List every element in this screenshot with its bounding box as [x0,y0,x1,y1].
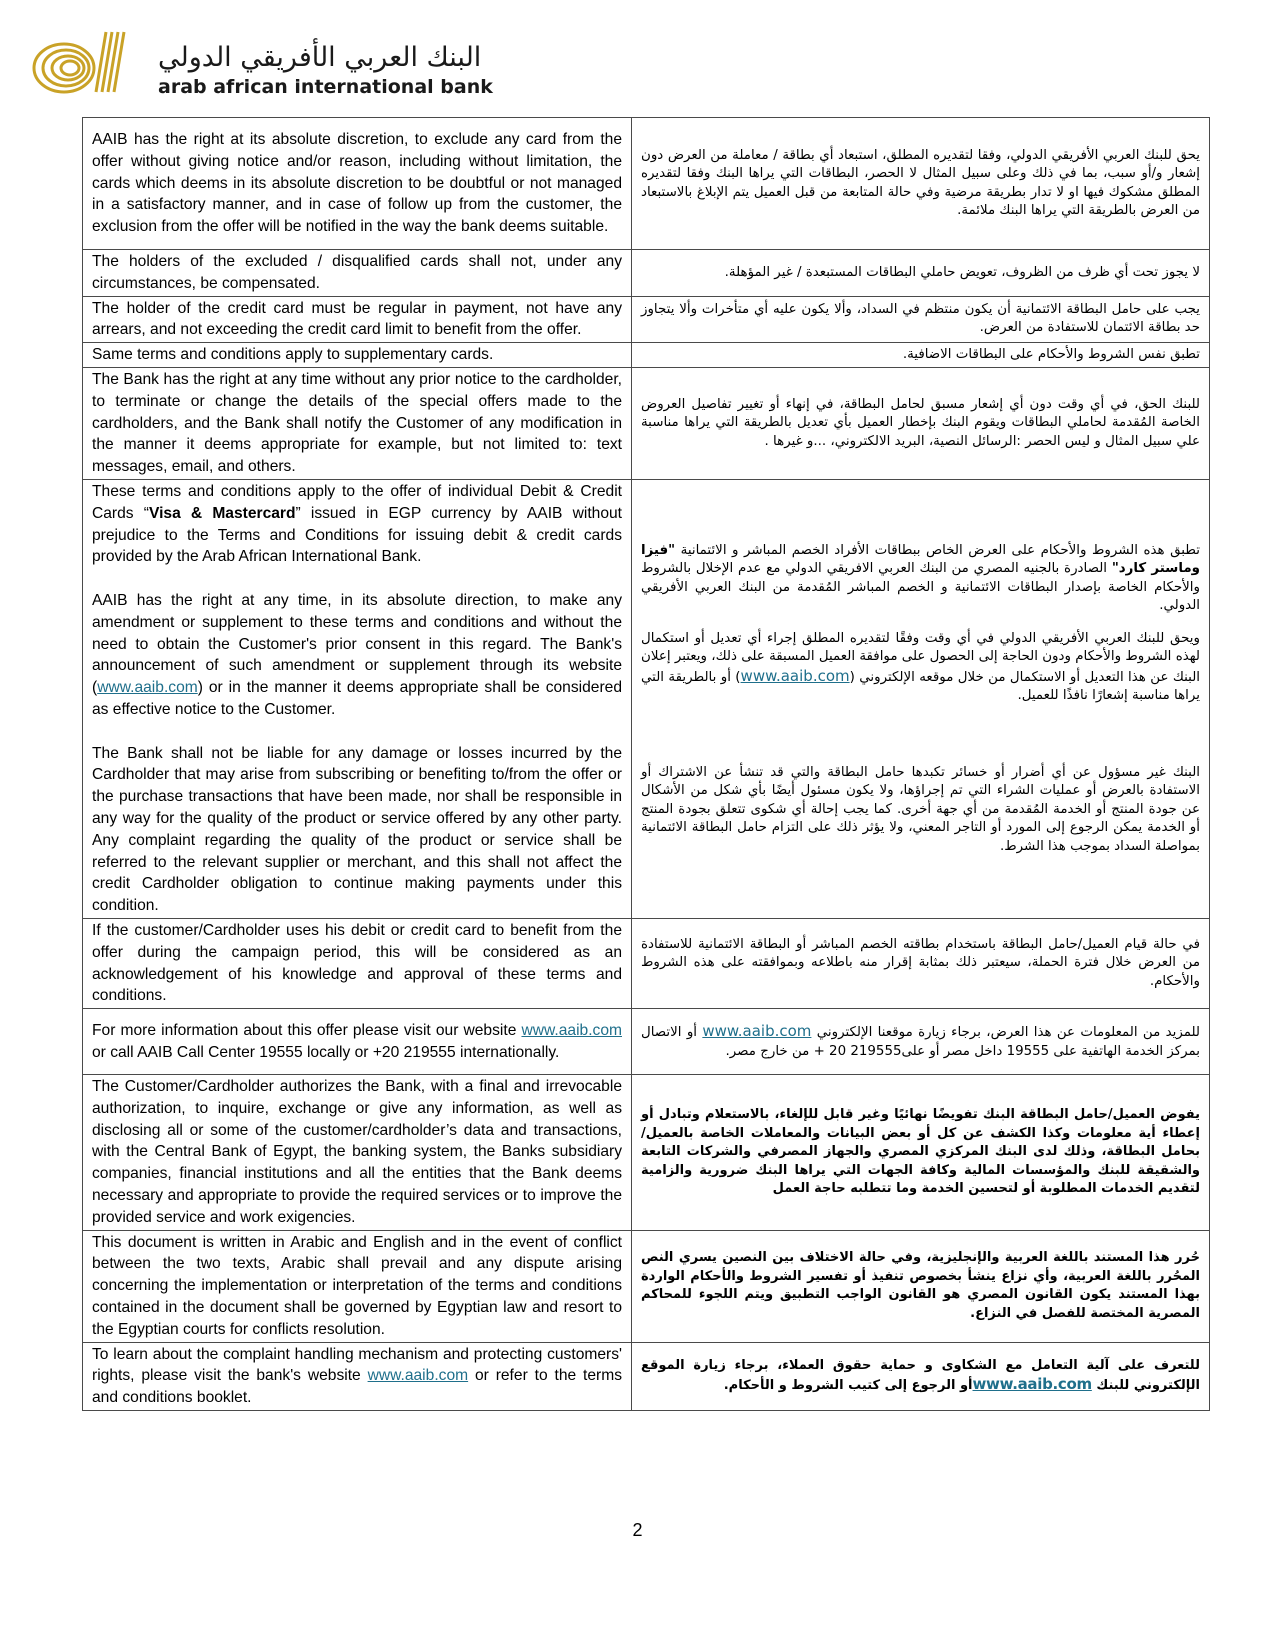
table-row [83,118,1210,250]
website-link[interactable]: www.aaib.com [972,1375,1092,1394]
term-arabic: يحق للبنك العربي الأفريقي الدولي، وفقا لتقديره المطلق، استبعاد أي بطاقة / معاملة من العرض دون إشعار و/أو سبب، بما في ذلك وعلى سبيل المثال لا الحصر، البطاقات التي يراها البنك وفقا لتقديره المطلق مشكوك فيها او لا تدار بطريقة مرضية وفي حالة المتابعة من قبل العميل يتم الإبلاغ بالاستبعاد من العرض بالطريقة التي يراها البنك ملائمة. [632,118,1210,250]
complaints-text: or refer to the terms and conditions booklet. [92,1367,623,1407]
offer-scope-text: ” issued in EGP currency by AAIB without prejudice to the Terms and Conditions for issuing debit & credit cards provided by the Arab African International Bank. [92,504,623,566]
website-link[interactable]: www.aaib.com [521,1021,622,1039]
term-arabic: يفوض العميل/حامل البطاقة البنك تفويضًا نهائيًا وغير قابل للإلغاء، بالاستعلام وتبادل أو إعطاء أية معلومات وكذا الكشف عن كل أو بعض البيانات والمعاملات الخاصة بالعميل/بحامل البطاقة، وذلك لدى البنك المركزي المصري والجهاز المصرفي والشركات التابعة والشقيقة للبنك والمؤسسات المالية وكافة الجهات التي يراها البنك ضرورية والزامية لتقديم الخدمات المطلوبة أو لتحسين الخدمة وما تتطلبه حاجة العمل [632,1075,1210,1231]
contact-text: or call AAIB Call Center 19555 locally or +20 219555 internationally. [92,1043,560,1061]
card-brands-ar: "فيزا وماستر كارد" [641,542,1200,577]
table-row [83,343,1210,368]
term-arabic: في حالة قيام العميل/حامل البطاقة باستخدام بطاقته الخصم المباشر أو البطاقة الائتمانية للاستفادة من العرض خلال فترة الحملة، سيعتبر ذلك بمثابة إقرار منه باطلاعه وبموافقته على هذه الشروط والأحكام. [632,918,1210,1008]
term-english: Same terms and conditions apply to supplementary cards. [83,343,632,368]
page-number: 2 [632,1520,643,1540]
term-arabic: لا يجوز تحت أي ظرف من الظروف، تعويض حاملي البطاقات المستبعدة / غير المؤهلة. [632,250,1210,297]
term-english: The holders of the excluded / disqualified cards shall not, under any circumstances, be compensated. [83,250,632,297]
term-arabic: يجب على حامل البطاقة الائتمانية أن يكون منتظم في السداد، وألا يكون عليه أي متأخرات وألا يتجاوز حد بطاقة الائتمان للاستفادة من العرض. [632,296,1210,343]
complaints-text-ar: للتعرف على آلية التعامل مع الشكاوى و حماية حقوق العملاء، برجاء زيارة الموقع الإلكتروني للبنك [641,1357,1200,1394]
term-arabic [632,1342,1210,1410]
aaib-logo-icon [30,28,130,96]
website-link[interactable]: www.aaib.com [702,1022,812,1041]
term-english: This document is written in Arabic and English and in the event of conflict between the two texts, Arabic shall prevail and any dispute arising concerning the implementation or interpretation of the terms and conditions contained in the document shall be governed by Egyptian law and resort to the Egyptian courts for conflicts resolution. [83,1230,632,1342]
table-row [83,918,1210,1008]
card-brands: Visa & Mastercard [148,504,296,522]
contact-text-ar: أو الاتصال بمركز الخدمة الهاتفية على 19555 داخل مصر أو على219555 20 + من خارج مصر. [641,1025,1200,1059]
term-arabic: حُرر هذا المستند باللغة العربية والإنجليزية، وفي حالة الاختلاف بين النصين يسري النص المحُرر باللغة العربية، وأي نزاع ينشأ بخصوص تنفيذ أو تفسير الشروط والأحكام الواردة بهذا المستند يكون القانون المصري هو القانون الواجب التطبيق ويتم اللجوء للمحاكم المصرية المختصة للفصل في النزاع. [632,1230,1210,1342]
table-row [83,1075,1210,1231]
terms-table [82,117,1210,1411]
term-arabic: للبنك الحق، في أي وقت دون أي إشعار مسبق لحامل البطاقة، في إنهاء أو تغيير تفاصيل العروض الخاصة المُقدمة لحاملي البطاقات ويقوم البنك بإخطار العميل بأي تعديل بالطريقة التي يراها مناسبة علي سبيل المثال و ليس الحصر :الرسائل النصية، البريد الالكتروني، ...و غيرها . [632,367,1210,479]
amendment-text: ) or in the manner it deems appropriate shall be considered as effective notice to the Customer. [92,679,622,718]
website-link[interactable]: www.aaib.com [367,1367,469,1385]
term-english: If the customer/Cardholder uses his debit or credit card to benefit from the offer during the campaign period, this will be considered as an acknowledgement of his knowledge and approval of these terms and conditions. [83,918,632,1008]
term-english: The Bank has the right at any time without any prior notice to the cardholder, to terminate or change the details of the special offers made to the cardholders, and the Bank shall notify the Customer of any modification in the manner it deems appropriate for example, but not limited to: text messages, email, and others. [83,367,632,479]
term-english [83,479,632,918]
table-row [83,1342,1210,1410]
contact-text: For more information about this offer please visit our website [92,1021,522,1039]
amendment-text-ar: ويحق للبنك العربي الأفريقي الدولي في أي وقت وفقًا لتقديره المطلق إجراء أي تعديل أو استكمال لهذه الشروط والأحكام ودون الحاجة إلى الحصول على موافقة العميل المسبقة على ذلك، ويعتبر إعلان البنك عن هذا التعديل أو الاستكمال من خلال موقعه الإلكتروني ( [641,630,1201,685]
term-english: AAIB has the right at its absolute discretion, to exclude any card from the offer without giving notice and/or reason, including without limitation, the cards which deems in its absolute discretion to be doubtful or not managed in a satisfactory manner, and in case of follow up from the customer, the exclusion from the offer will be notified in the way the bank deems suitable. [83,118,632,250]
table-row [83,250,1210,297]
term-arabic: تطبق نفس الشروط والأحكام على البطاقات الاضافية. [632,343,1210,368]
table-row [83,479,1210,918]
bank-name-arabic: البنك العربي الأفريقي الدولي [158,42,482,73]
website-link[interactable]: www.aaib.com [740,666,850,685]
complaints-text-ar: أو الرجوع إلى كتيب الشروط و الأحكام. [723,1378,973,1394]
term-english [83,1342,632,1410]
bank-logo [30,28,493,98]
table-row [83,1009,1210,1075]
bank-name-english: arab african international bank [158,76,493,98]
term-english [83,1009,632,1075]
table-row [83,367,1210,479]
offer-scope-text-ar: تطبق هذه الشروط والأحكام على العرض الخاص ببطاقات الأفراد الخصم المباشر و الائتمانية [675,542,1200,558]
term-arabic [632,1009,1210,1075]
term-arabic [632,479,1210,918]
table-row [83,296,1210,343]
offer-scope-text-ar: الصادرة بالجنيه المصري من البنك العربي الافريقي الدولي مع عدم الإخلال بالشروط والأحكام الخاصة بإصدار البطاقات الائتمانية و الخصم المباشر المُقدمة من البنك العربي الأفريقي الدولي. [641,561,1200,614]
liability-text-ar: البنك غير مسؤول عن أي أضرار أو خسائر تكبدها حامل البطاقة والتي قد تنشأ عن الاشتراك أو الاستفادة بالعرض أو عمليات الشراء التي تم إجراؤها، ولا يكون مسئول أيضًا بأي شكل من الأشكال عن جودة المنتج أو الخدمة المُقدمة من أي جهة أخرى. كما يجب إحالة أي شكوى تتعلق بجودة المنتج أو الخدمة يمكن الرجوع إلى المورد أو التاجر المعني، ولا يؤثر ذلك على التزام حامل البطاقة الائتمانية بمواصلة السداد بموجب هذا الشرط. [641,764,1200,854]
term-english: The Customer/Cardholder authorizes the Bank, with a final and irrevocable authorization, to inquire, exchange or give any information, as well as disclosing all or some of the customer/cardholder’s data and transactions, with the Central Bank of Egypt, the banking system, the Banks subsidiary companies, financial institutions and all the entities that the Bank deems necessary and appropriate to provide the required services or to improve the provided service and work exigencies. [83,1075,632,1231]
website-link[interactable]: www.aaib.com [97,679,198,697]
term-english: The holder of the credit card must be regular in payment, not have any arrears, and not exceeding the credit card limit to benefit from the offer. [83,296,632,343]
offer-scope-text: These terms and conditions apply to the offer of individual Debit & Credit Cards “ [92,482,622,522]
amendment-text-ar: ) أو بالطريقة التي يراها مناسبة إشعارًا نافذًا للعميل. [641,669,1200,704]
complaints-text: To learn about the complaint handling mechanism and protecting customers' rights, please visit the bank's website [92,1345,622,1385]
liability-text: The Bank shall not be liable for any damage or losses incurred by the Cardholder that may arise from subscribing or benefiting to/from the offer or the purchase transactions that have been made, nor shall be responsible in any way for the quality of the product or service offered by any other party. Any complaint regarding the quality of the product or service shall be referred to the relevant supplier or merchant, and this shall not affect the credit Cardholder obligation to continue making payments under this condition. [92,744,622,915]
amendment-text: AAIB has the right at any time, in its absolute direction, to make any amendment or supplement to these terms and conditions and without the need to obtain the Customer's prior consent in this regard. The Bank's announcement of such amendment or supplement through its website ( [92,591,622,697]
contact-text-ar: للمزيد من المعلومات عن هذا العرض، برجاء زيارة موقعنا الإلكتروني [811,1025,1200,1041]
table-row [83,1230,1210,1342]
